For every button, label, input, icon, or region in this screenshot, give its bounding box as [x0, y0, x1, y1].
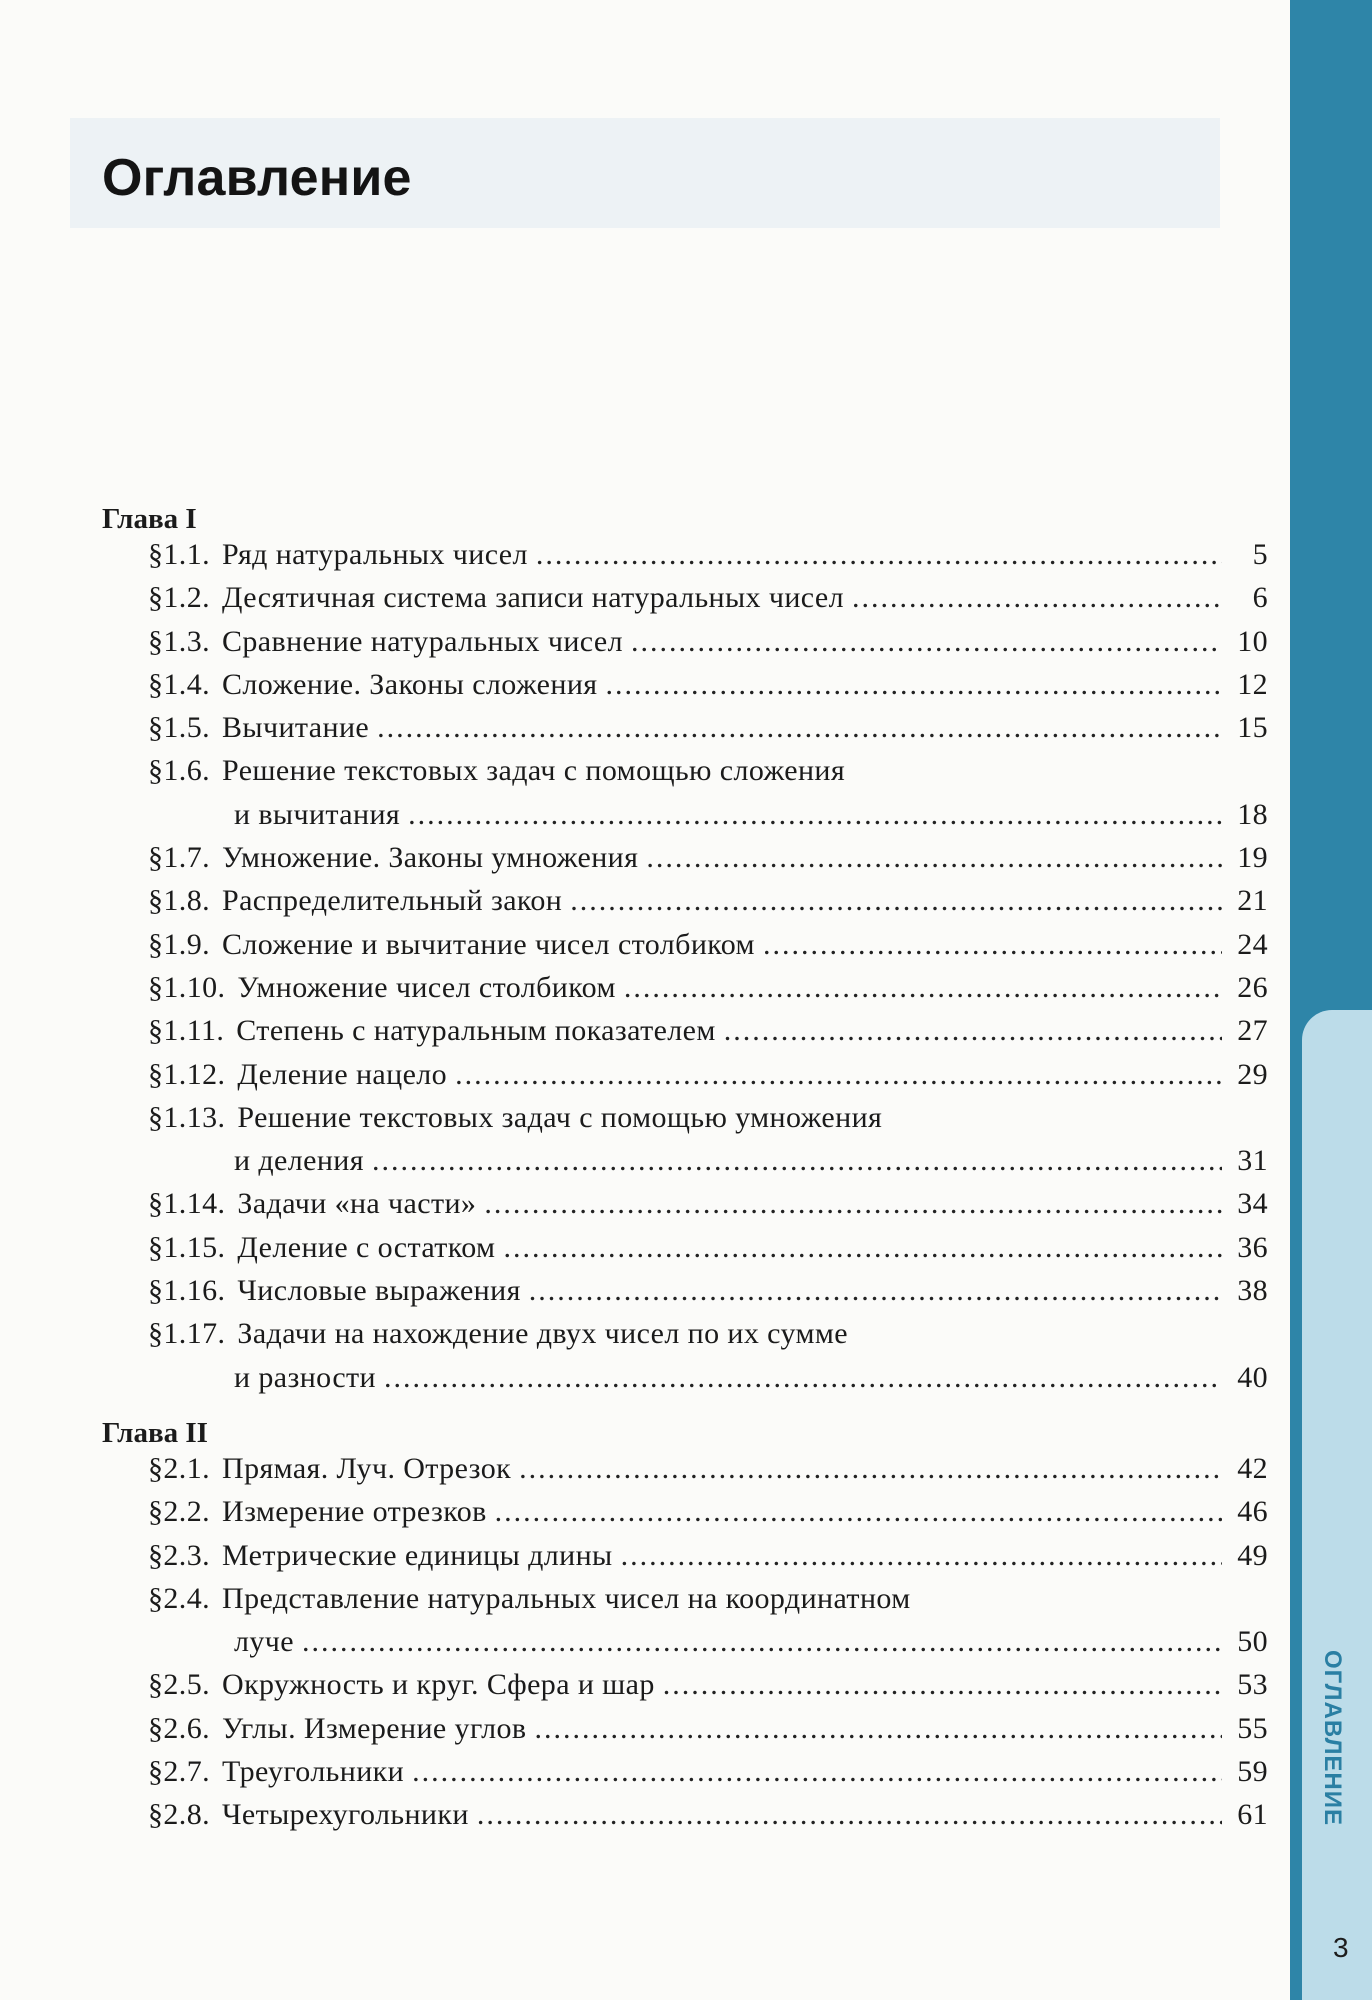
toc-entry[interactable]	[102, 1663, 1272, 1706]
chapter-heading: Глава II	[102, 1416, 208, 1449]
section-title: Числовые выражения	[237, 1274, 521, 1308]
section-number: §1.2.	[148, 581, 210, 615]
leader-dots	[408, 793, 1222, 836]
page-ref: 49	[1237, 1538, 1268, 1572]
section-title: Углы. Измерение углов	[222, 1711, 527, 1745]
section-title: Деление нацело	[237, 1057, 448, 1091]
page-ref: 59	[1237, 1755, 1268, 1789]
section-number: §2.3.	[148, 1538, 210, 1572]
section-title-continuation: и разности	[234, 1360, 377, 1394]
toc-entry[interactable]	[102, 1534, 1272, 1577]
leader-dots	[534, 1707, 1222, 1750]
section-title: Треугольники	[222, 1755, 405, 1789]
section-title: Метрические единицы длины	[222, 1538, 613, 1572]
section-number: §1.3.	[148, 624, 210, 658]
page-ref: 50	[1237, 1625, 1268, 1659]
section-number: §1.11.	[148, 1014, 225, 1048]
leader-dots	[503, 1226, 1222, 1269]
section-title: Распределительный закон	[222, 884, 563, 918]
toc-entry[interactable]	[102, 836, 1272, 879]
page-number: 3	[1333, 1932, 1349, 1963]
leader-dots	[536, 533, 1222, 576]
section-title: Сложение. Законы сложения	[222, 667, 598, 701]
toc-entry[interactable]	[102, 1226, 1272, 1269]
page-ref: 15	[1237, 711, 1268, 745]
page-ref: 10	[1237, 624, 1268, 658]
section-title: Измерение отрезков	[222, 1495, 487, 1529]
section-number: §2.5.	[148, 1668, 210, 1702]
section-title: Решение текстовых задач с помощью умножения	[237, 1100, 883, 1134]
leader-dots	[852, 576, 1222, 619]
section-number: §1.8.	[148, 884, 210, 918]
section-title: Сравнение натуральных чисел	[222, 624, 623, 658]
page-ref: 55	[1237, 1711, 1268, 1745]
toc-entry[interactable]	[102, 533, 1272, 576]
toc-entry[interactable]	[102, 1053, 1272, 1096]
leader-dots	[477, 1793, 1222, 1836]
page-ref: 24	[1237, 927, 1268, 961]
section-title: Вычитание	[222, 711, 370, 745]
section-number: §1.15.	[148, 1230, 226, 1264]
section-title: Окружность и круг. Сфера и шар	[222, 1668, 655, 1702]
section-number: §1.14.	[148, 1187, 226, 1221]
section-number: §2.6.	[148, 1711, 210, 1745]
leader-dots	[606, 663, 1222, 706]
leader-dots	[631, 620, 1222, 663]
section-number: §1.10.	[148, 970, 226, 1004]
section-number: §1.13.	[148, 1100, 226, 1134]
toc-entry[interactable]	[102, 966, 1272, 1009]
leader-dots	[763, 923, 1222, 966]
page-ref: 46	[1237, 1495, 1268, 1529]
toc-entry[interactable]	[102, 923, 1272, 966]
section-number: §1.4.	[148, 667, 210, 701]
section-number: §2.8.	[148, 1798, 210, 1832]
page-ref: 21	[1237, 884, 1268, 918]
section-number: §1.9.	[148, 927, 210, 961]
page-ref: 27	[1237, 1014, 1268, 1048]
section-title: Деление с остатком	[237, 1230, 496, 1264]
leader-dots	[621, 1534, 1222, 1577]
page-ref: 36	[1237, 1230, 1268, 1264]
section-title-continuation: и вычитания	[234, 797, 401, 831]
toc-entry[interactable]	[102, 620, 1272, 663]
section-number: §1.16.	[148, 1274, 226, 1308]
section-title: Решение текстовых задач с помощью сложения	[222, 754, 846, 788]
section-number: §2.4.	[148, 1581, 210, 1615]
leader-dots	[529, 1269, 1222, 1312]
leader-dots	[663, 1663, 1222, 1706]
section-title: Ряд натуральных чисел	[222, 538, 528, 571]
leader-dots	[377, 706, 1222, 749]
page-ref: 53	[1237, 1668, 1268, 1702]
toc-entry[interactable]	[102, 663, 1272, 706]
section-number: §1.12.	[148, 1057, 226, 1091]
leader-dots	[455, 1053, 1222, 1096]
page-ref: 61	[1237, 1798, 1268, 1832]
section-title: Сложение и вычитание чисел столбиком	[222, 927, 755, 961]
toc-entry[interactable]	[102, 1096, 1272, 1139]
section-title: Задачи на нахождение двух чисел по их сумме	[237, 1317, 848, 1351]
page-ref: 42	[1237, 1451, 1268, 1485]
page-ref: 34	[1237, 1187, 1268, 1221]
page-ref: 18	[1237, 797, 1268, 831]
toc-entry[interactable]	[102, 1793, 1272, 1836]
section-title: Десятичная система записи натуральных чисел	[222, 581, 844, 615]
leader-dots	[484, 1182, 1222, 1225]
page-ref: 40	[1237, 1360, 1268, 1394]
page-ref: 6	[1252, 581, 1268, 615]
section-number: §2.2.	[148, 1495, 210, 1529]
page-ref: 26	[1237, 970, 1268, 1004]
page-ref: 31	[1237, 1144, 1268, 1178]
toc-entry[interactable]	[102, 1490, 1272, 1533]
leader-dots	[570, 879, 1222, 922]
section-title: Умножение. Законы умножения	[222, 841, 639, 875]
section-number: §1.7.	[148, 841, 210, 875]
page-title: Оглавление	[102, 149, 412, 207]
section-title: Умножение чисел столбиком	[237, 970, 616, 1004]
leader-dots	[624, 966, 1222, 1009]
page-ref: 29	[1237, 1057, 1268, 1091]
table-of-contents	[102, 497, 1272, 1837]
page-ref: 12	[1237, 667, 1268, 701]
section-title: Представление натуральных чисел на координатном	[222, 1581, 911, 1615]
toc-entry-continuation[interactable]	[102, 1620, 1272, 1663]
page-ref: 38	[1237, 1274, 1268, 1308]
toc-entry[interactable]	[102, 1577, 1272, 1620]
section-title: Прямая. Луч. Отрезок	[222, 1451, 512, 1485]
section-number: §1.17.	[148, 1317, 226, 1351]
leader-dots	[646, 836, 1222, 879]
toc-entry[interactable]	[102, 1447, 1272, 1490]
section-title-continuation: и деления	[234, 1144, 364, 1178]
section-number: §1.6.	[148, 754, 210, 788]
toc-entry[interactable]	[102, 749, 1272, 792]
section-number: §2.1.	[148, 1451, 210, 1485]
toc-entry[interactable]	[102, 1750, 1272, 1793]
section-number: §1.5.	[148, 711, 210, 745]
chapter-heading: Глава I	[102, 503, 197, 535]
toc-entry[interactable]	[102, 1009, 1272, 1052]
toc-entry-continuation[interactable]	[102, 1356, 1272, 1399]
page-ref: 19	[1237, 841, 1268, 875]
toc-entry-continuation[interactable]	[102, 793, 1272, 836]
section-title: Четырехугольники	[222, 1798, 469, 1832]
toc-entry[interactable]	[102, 1269, 1272, 1312]
leader-dots	[384, 1356, 1222, 1399]
section-number: §2.7.	[148, 1755, 210, 1789]
section-number: §1.1.	[148, 538, 210, 571]
toc-entry[interactable]	[102, 1182, 1272, 1225]
leader-dots	[495, 1490, 1222, 1533]
toc-entry[interactable]	[102, 1707, 1272, 1750]
leader-dots	[724, 1009, 1222, 1052]
toc-entry[interactable]	[102, 1312, 1272, 1355]
toc-entry[interactable]	[102, 576, 1272, 619]
toc-entry[interactable]	[102, 879, 1272, 922]
side-tab-label: ОГЛАВЛЕНИЕ	[1319, 1650, 1346, 1827]
section-title: Задачи «на части»	[237, 1187, 477, 1221]
leader-dots	[412, 1750, 1222, 1793]
section-title: Степень с натуральным показателем	[236, 1014, 716, 1048]
page-ref: 5	[1252, 538, 1268, 571]
leader-dots	[519, 1447, 1222, 1490]
leader-dots	[302, 1620, 1222, 1663]
toc-entry[interactable]	[102, 706, 1272, 749]
leader-dots	[372, 1139, 1222, 1182]
toc-entry-continuation[interactable]	[102, 1139, 1272, 1182]
section-title-continuation: луче	[234, 1625, 294, 1659]
